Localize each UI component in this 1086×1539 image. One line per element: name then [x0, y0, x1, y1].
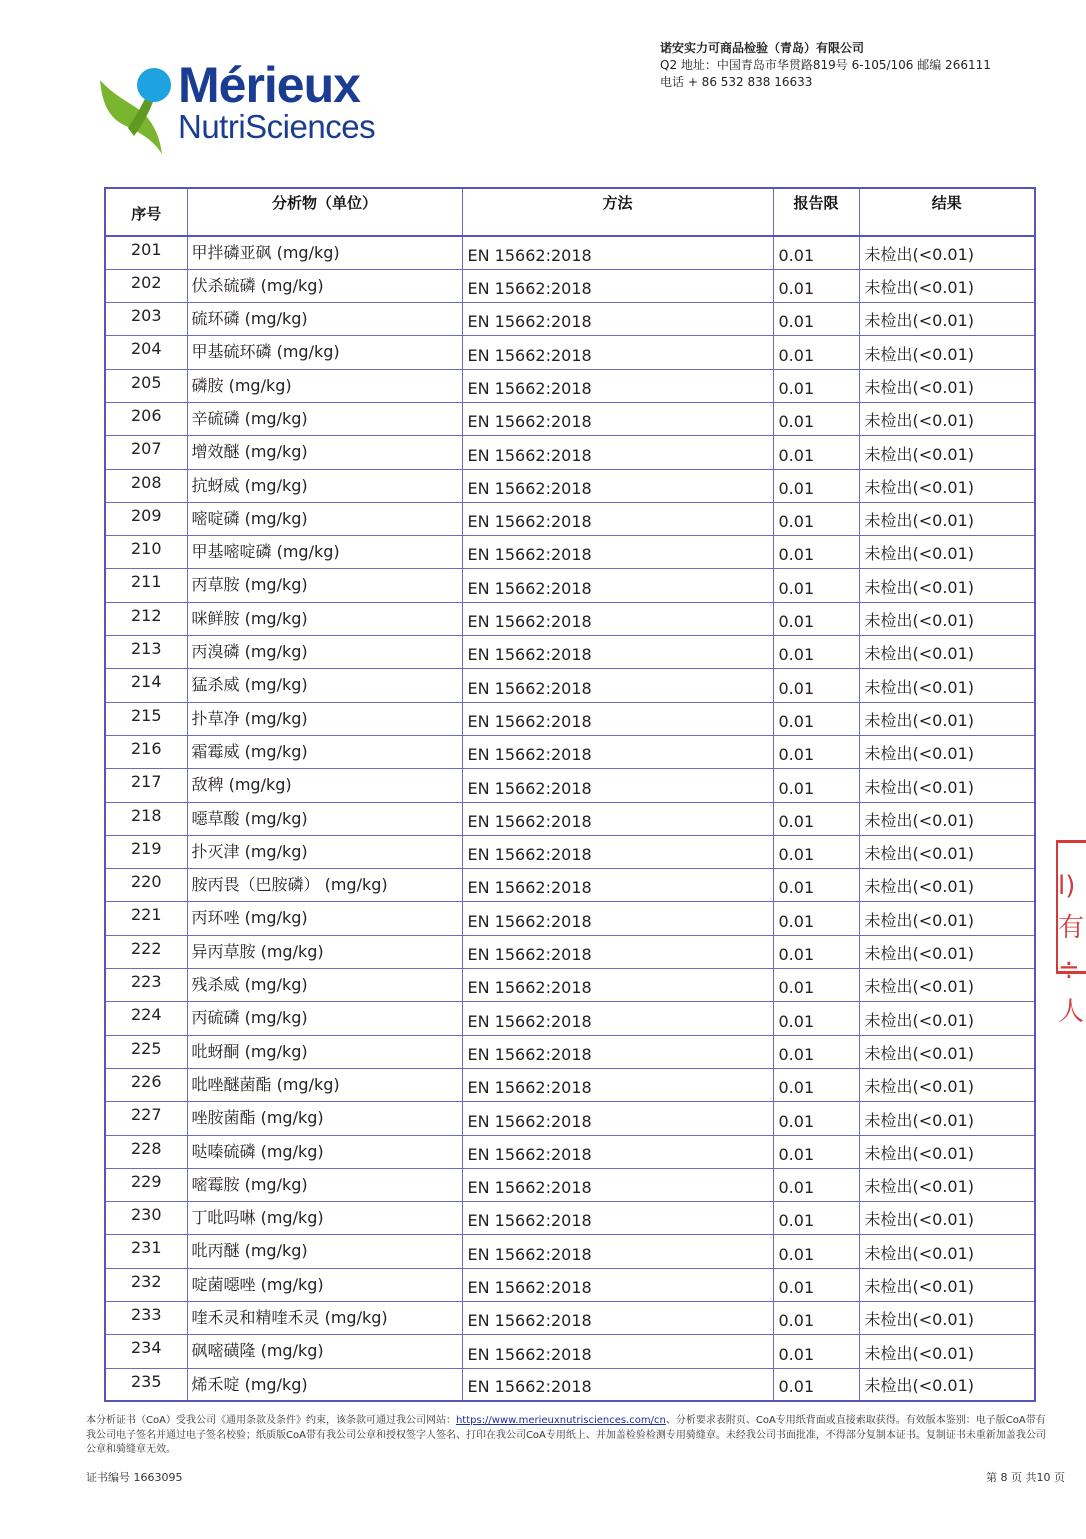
table-row — [105, 1235, 1035, 1268]
cell-analyte: 丙溴磷 (mg/kg) — [187, 636, 462, 669]
cell-result: 未检出(<0.01) — [859, 1002, 1035, 1035]
cell-report-limit: 0.01 — [773, 1235, 859, 1268]
cell-method: EN 15662:2018 — [462, 536, 773, 569]
cell-serial-no: 207 — [105, 436, 187, 469]
cell-report-limit: 0.01 — [773, 1335, 859, 1368]
cell-analyte: 扑草净 (mg/kg) — [187, 702, 462, 735]
cell-result: 未检出(<0.01) — [859, 1168, 1035, 1201]
cell-method: EN 15662:2018 — [462, 1035, 773, 1068]
cell-report-limit: 0.01 — [773, 1102, 859, 1135]
company-logo — [98, 58, 378, 158]
cell-method: EN 15662:2018 — [462, 1335, 773, 1368]
cell-result: 未检出(<0.01) — [859, 869, 1035, 902]
cell-analyte: 唑胺菌酯 (mg/kg) — [187, 1102, 462, 1135]
cell-serial-no: 215 — [105, 702, 187, 735]
cell-report-limit: 0.01 — [773, 569, 859, 602]
table-row — [105, 869, 1035, 902]
cell-report-limit: 0.01 — [773, 835, 859, 868]
cell-report-limit: 0.01 — [773, 436, 859, 469]
cell-result: 未检出(<0.01) — [859, 1302, 1035, 1335]
cell-serial-no: 233 — [105, 1302, 187, 1335]
cell-serial-no: 235 — [105, 1368, 187, 1401]
cell-serial-no: 213 — [105, 636, 187, 669]
cell-result: 未检出(<0.01) — [859, 1202, 1035, 1235]
cell-report-limit: 0.01 — [773, 1268, 859, 1301]
company-name: 诺安实力可商品检验（青岛）有限公司 — [660, 41, 865, 55]
cell-result: 未检出(<0.01) — [859, 1235, 1035, 1268]
footer-note-after-link: 、分析要求表附页、CoA专用纸背面或直接索取获得。有效版本鉴别：电子版CoA带有我公司电子签名并通过电子签名校验；纸质版CoA带有我公司公章和授权签字人签名、打印在我公司CoA专用纸上、并加盖检验检测专用骑缝章。未经我公司书面批准，不得部分复制本证书。复制证书未重新加盖我公司公章和骑缝章无效。 — [86, 1415, 1046, 1455]
cell-report-limit: 0.01 — [773, 802, 859, 835]
cell-result: 未检出(<0.01) — [859, 1268, 1035, 1301]
seal-stamp-fragment: l)有 ≑人 — [1056, 840, 1086, 974]
cell-result: 未检出(<0.01) — [859, 935, 1035, 968]
cell-serial-no: 222 — [105, 935, 187, 968]
table-row — [105, 1268, 1035, 1301]
cell-result: 未检出(<0.01) — [859, 269, 1035, 302]
header-serial-no: 序号 — [105, 188, 187, 236]
cell-analyte: 烯禾啶 (mg/kg) — [187, 1368, 462, 1401]
cell-analyte: 丙环唑 (mg/kg) — [187, 902, 462, 935]
table-row — [105, 269, 1035, 302]
cell-method: EN 15662:2018 — [462, 336, 773, 369]
page-number: 第 8 页 共10 页 — [986, 1471, 1065, 1484]
cell-method: EN 15662:2018 — [462, 1168, 773, 1201]
table-row — [105, 1335, 1035, 1368]
cell-method: EN 15662:2018 — [462, 303, 773, 336]
table-row — [105, 935, 1035, 968]
cell-result: 未检出(<0.01) — [859, 669, 1035, 702]
cell-analyte: 吡丙醚 (mg/kg) — [187, 1235, 462, 1268]
table-row — [105, 769, 1035, 802]
cell-analyte: 抗蚜威 (mg/kg) — [187, 469, 462, 502]
website-link[interactable]: https://www.merieuxnutrisciences.com/cn — [455, 1415, 666, 1426]
table-row — [105, 1002, 1035, 1035]
cell-serial-no: 201 — [105, 236, 187, 269]
cell-serial-no: 232 — [105, 1268, 187, 1301]
cell-report-limit: 0.01 — [773, 469, 859, 502]
cell-result: 未检出(<0.01) — [859, 702, 1035, 735]
table-row — [105, 969, 1035, 1002]
cell-analyte: 哒嗪硫磷 (mg/kg) — [187, 1135, 462, 1168]
table-row — [105, 802, 1035, 835]
cell-analyte: 吡唑醚菌酯 (mg/kg) — [187, 1068, 462, 1101]
cell-report-limit: 0.01 — [773, 902, 859, 935]
cell-method: EN 15662:2018 — [462, 1268, 773, 1301]
cell-method: EN 15662:2018 — [462, 802, 773, 835]
cell-report-limit: 0.01 — [773, 236, 859, 269]
cell-serial-no: 221 — [105, 902, 187, 935]
cell-method: EN 15662:2018 — [462, 869, 773, 902]
cell-analyte: 丙硫磷 (mg/kg) — [187, 1002, 462, 1035]
footer-disclaimer — [86, 1414, 1054, 1458]
table-row — [105, 636, 1035, 669]
cell-result: 未检出(<0.01) — [859, 1135, 1035, 1168]
cell-report-limit: 0.01 — [773, 1068, 859, 1101]
cell-method: EN 15662:2018 — [462, 469, 773, 502]
cell-serial-no: 231 — [105, 1235, 187, 1268]
cell-result: 未检出(<0.01) — [859, 802, 1035, 835]
cell-analyte: 甲基硫环磷 (mg/kg) — [187, 336, 462, 369]
table-row — [105, 369, 1035, 402]
cell-result: 未检出(<0.01) — [859, 569, 1035, 602]
company-address: Q2 地址：中国青岛市华贯路819号 6-105/106 邮编 266111 — [660, 58, 991, 72]
cell-analyte: 甲拌磷亚砜 (mg/kg) — [187, 236, 462, 269]
cell-method: EN 15662:2018 — [462, 269, 773, 302]
cell-serial-no: 229 — [105, 1168, 187, 1201]
cell-result: 未检出(<0.01) — [859, 969, 1035, 1002]
cell-report-limit: 0.01 — [773, 869, 859, 902]
cell-serial-no: 228 — [105, 1135, 187, 1168]
cell-analyte: 异丙草胺 (mg/kg) — [187, 935, 462, 968]
cell-serial-no: 203 — [105, 303, 187, 336]
cell-report-limit: 0.01 — [773, 602, 859, 635]
cell-serial-no: 230 — [105, 1202, 187, 1235]
cell-analyte: 喹禾灵和精喹禾灵 (mg/kg) — [187, 1302, 462, 1335]
header-analyte: 分析物（单位） — [187, 188, 462, 236]
cell-result: 未检出(<0.01) — [859, 1368, 1035, 1401]
table-header-row — [105, 188, 1035, 236]
cell-report-limit: 0.01 — [773, 1168, 859, 1201]
cell-result: 未检出(<0.01) — [859, 236, 1035, 269]
table-row — [105, 1068, 1035, 1101]
cell-method: EN 15662:2018 — [462, 1368, 773, 1401]
results-table-container — [104, 187, 1034, 1402]
cell-report-limit: 0.01 — [773, 669, 859, 702]
cell-method: EN 15662:2018 — [462, 402, 773, 435]
cell-analyte: 霜霉威 (mg/kg) — [187, 735, 462, 768]
cell-result: 未检出(<0.01) — [859, 636, 1035, 669]
cell-serial-no: 216 — [105, 735, 187, 768]
cell-analyte: 嘧霉胺 (mg/kg) — [187, 1168, 462, 1201]
cell-report-limit: 0.01 — [773, 303, 859, 336]
cell-report-limit: 0.01 — [773, 702, 859, 735]
cell-serial-no: 214 — [105, 669, 187, 702]
cell-method: EN 15662:2018 — [462, 369, 773, 402]
cell-report-limit: 0.01 — [773, 1035, 859, 1068]
cell-method: EN 15662:2018 — [462, 236, 773, 269]
cell-analyte: 甲基嘧啶磷 (mg/kg) — [187, 536, 462, 569]
table-row — [105, 502, 1035, 535]
table-row — [105, 303, 1035, 336]
cell-report-limit: 0.01 — [773, 336, 859, 369]
table-row — [105, 236, 1035, 269]
cell-analyte: 噁草酸 (mg/kg) — [187, 802, 462, 835]
cell-analyte: 丙草胺 (mg/kg) — [187, 569, 462, 602]
results-table — [104, 187, 1036, 1402]
cell-result: 未检出(<0.01) — [859, 303, 1035, 336]
cell-serial-no: 223 — [105, 969, 187, 1002]
cell-analyte: 增效醚 (mg/kg) — [187, 436, 462, 469]
cell-analyte: 嘧啶磷 (mg/kg) — [187, 502, 462, 535]
cell-method: EN 15662:2018 — [462, 436, 773, 469]
cell-report-limit: 0.01 — [773, 369, 859, 402]
cell-result: 未检出(<0.01) — [859, 536, 1035, 569]
cell-analyte: 咪鲜胺 (mg/kg) — [187, 602, 462, 635]
cell-serial-no: 226 — [105, 1068, 187, 1101]
cell-serial-no: 219 — [105, 835, 187, 868]
cell-result: 未检出(<0.01) — [859, 369, 1035, 402]
cell-result: 未检出(<0.01) — [859, 469, 1035, 502]
table-row — [105, 336, 1035, 369]
cell-serial-no: 211 — [105, 569, 187, 602]
cell-report-limit: 0.01 — [773, 1302, 859, 1335]
cell-serial-no: 204 — [105, 336, 187, 369]
company-info — [660, 40, 991, 91]
cell-analyte: 砜嘧磺隆 (mg/kg) — [187, 1335, 462, 1368]
cell-report-limit: 0.01 — [773, 735, 859, 768]
cell-result: 未检出(<0.01) — [859, 402, 1035, 435]
logo-mark-icon — [98, 58, 178, 158]
cell-result: 未检出(<0.01) — [859, 1035, 1035, 1068]
cell-analyte: 辛硫磷 (mg/kg) — [187, 402, 462, 435]
cell-analyte: 磷胺 (mg/kg) — [187, 369, 462, 402]
cell-result: 未检出(<0.01) — [859, 502, 1035, 535]
table-row — [105, 1035, 1035, 1068]
cell-method: EN 15662:2018 — [462, 702, 773, 735]
table-row — [105, 669, 1035, 702]
table-row — [105, 1202, 1035, 1235]
table-row — [105, 1135, 1035, 1168]
cell-method: EN 15662:2018 — [462, 1002, 773, 1035]
cell-result: 未检出(<0.01) — [859, 602, 1035, 635]
cell-analyte: 丁吡吗啉 (mg/kg) — [187, 1202, 462, 1235]
cell-analyte: 残杀威 (mg/kg) — [187, 969, 462, 1002]
cell-report-limit: 0.01 — [773, 636, 859, 669]
cell-report-limit: 0.01 — [773, 1368, 859, 1401]
cell-analyte: 硫环磷 (mg/kg) — [187, 303, 462, 336]
table-row — [105, 569, 1035, 602]
cell-report-limit: 0.01 — [773, 1135, 859, 1168]
cell-method: EN 15662:2018 — [462, 769, 773, 802]
cell-method: EN 15662:2018 — [462, 835, 773, 868]
logo-subtitle: NutriSciences — [178, 108, 376, 145]
table-row — [105, 436, 1035, 469]
cell-analyte: 啶菌噁唑 (mg/kg) — [187, 1268, 462, 1301]
cell-method: EN 15662:2018 — [462, 636, 773, 669]
cell-method: EN 15662:2018 — [462, 735, 773, 768]
header-method: 方法 — [462, 188, 773, 236]
table-row — [105, 1368, 1035, 1401]
cell-analyte: 吡蚜酮 (mg/kg) — [187, 1035, 462, 1068]
cell-serial-no: 217 — [105, 769, 187, 802]
table-row — [105, 902, 1035, 935]
cell-method: EN 15662:2018 — [462, 1135, 773, 1168]
cell-report-limit: 0.01 — [773, 536, 859, 569]
table-row — [105, 702, 1035, 735]
cell-serial-no: 218 — [105, 802, 187, 835]
cell-analyte: 扑灭津 (mg/kg) — [187, 835, 462, 868]
cell-method: EN 15662:2018 — [462, 969, 773, 1002]
cell-serial-no: 224 — [105, 1002, 187, 1035]
cell-result: 未检出(<0.01) — [859, 336, 1035, 369]
cell-result: 未检出(<0.01) — [859, 835, 1035, 868]
cell-analyte: 敌稗 (mg/kg) — [187, 769, 462, 802]
cell-method: EN 15662:2018 — [462, 569, 773, 602]
cell-serial-no: 202 — [105, 269, 187, 302]
cell-method: EN 15662:2018 — [462, 935, 773, 968]
table-row — [105, 536, 1035, 569]
cell-method: EN 15662:2018 — [462, 1202, 773, 1235]
cell-report-limit: 0.01 — [773, 502, 859, 535]
table-row — [105, 835, 1035, 868]
cell-serial-no: 205 — [105, 369, 187, 402]
cell-serial-no: 234 — [105, 1335, 187, 1368]
cell-report-limit: 0.01 — [773, 1002, 859, 1035]
cell-serial-no: 208 — [105, 469, 187, 502]
table-row — [105, 402, 1035, 435]
cell-report-limit: 0.01 — [773, 969, 859, 1002]
cell-report-limit: 0.01 — [773, 402, 859, 435]
cell-result: 未检出(<0.01) — [859, 735, 1035, 768]
cell-analyte: 猛杀威 (mg/kg) — [187, 669, 462, 702]
cell-method: EN 15662:2018 — [462, 602, 773, 635]
table-body — [105, 236, 1035, 1401]
cell-result: 未检出(<0.01) — [859, 1068, 1035, 1101]
footer-note-before-link: 本分析证书（CoA）受我公司《通用条款及条件》约束，该条款可通过我公司网站： — [86, 1415, 456, 1426]
cell-method: EN 15662:2018 — [462, 502, 773, 535]
certificate-number: 证书编号 1663095 — [86, 1471, 183, 1484]
cell-result: 未检出(<0.01) — [859, 902, 1035, 935]
cell-result: 未检出(<0.01) — [859, 769, 1035, 802]
cell-report-limit: 0.01 — [773, 935, 859, 968]
table-row — [105, 602, 1035, 635]
cell-result: 未检出(<0.01) — [859, 1335, 1035, 1368]
table-row — [105, 1168, 1035, 1201]
cell-result: 未检出(<0.01) — [859, 1102, 1035, 1135]
cell-method: EN 15662:2018 — [462, 902, 773, 935]
table-row — [105, 1302, 1035, 1335]
cell-method: EN 15662:2018 — [462, 1102, 773, 1135]
company-phone: 电话 + 86 532 838 16633 — [660, 75, 813, 89]
cell-serial-no: 227 — [105, 1102, 187, 1135]
table-row — [105, 735, 1035, 768]
cell-method: EN 15662:2018 — [462, 669, 773, 702]
cell-serial-no: 220 — [105, 869, 187, 902]
logo-wordmark: Mérieux — [178, 57, 360, 113]
header-result: 结果 — [859, 188, 1035, 236]
cell-serial-no: 206 — [105, 402, 187, 435]
table-row — [105, 469, 1035, 502]
cell-serial-no: 210 — [105, 536, 187, 569]
cell-method: EN 15662:2018 — [462, 1068, 773, 1101]
cell-method: EN 15662:2018 — [462, 1235, 773, 1268]
cell-serial-no: 209 — [105, 502, 187, 535]
cell-analyte: 胺丙畏（巴胺磷） (mg/kg) — [187, 869, 462, 902]
table-row — [105, 1102, 1035, 1135]
cell-serial-no: 212 — [105, 602, 187, 635]
cell-method: EN 15662:2018 — [462, 1302, 773, 1335]
cell-report-limit: 0.01 — [773, 1202, 859, 1235]
cell-report-limit: 0.01 — [773, 269, 859, 302]
cell-serial-no: 225 — [105, 1035, 187, 1068]
header-report-limit: 报告限 — [773, 188, 859, 236]
cell-analyte: 伏杀硫磷 (mg/kg) — [187, 269, 462, 302]
cell-result: 未检出(<0.01) — [859, 436, 1035, 469]
cell-report-limit: 0.01 — [773, 769, 859, 802]
